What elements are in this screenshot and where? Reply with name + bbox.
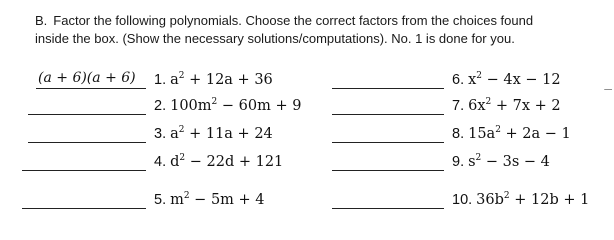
problem-row [0,148,614,176]
problem-number: 5. [154,192,167,208]
polynomial-expression [452,72,561,88]
problem-number: 3. [154,126,167,142]
expression-term: + 12b + 1 [509,192,590,208]
answer-blank[interactable] [332,208,444,209]
problem-row [0,186,614,214]
expression-term: a [170,72,179,88]
exponent: 2 [476,71,483,81]
polynomial-expression [452,192,589,208]
expression-term: 100m [170,98,212,114]
instructions-line-1 [35,12,595,30]
expression-term: − 3s − 4 [481,154,550,170]
expression-term: − 60m + 9 [217,98,302,114]
problem-number: 10. [452,192,473,208]
expression-term: 36b [476,192,504,208]
expression-term: − 22d + 121 [185,154,284,170]
edge-dash-mark: – [604,80,612,96]
expression-term: d [170,154,180,170]
exponent: 2 [179,153,186,163]
expression-term: − 4x − 12 [482,72,561,88]
expression-term: a [170,126,179,142]
expression-term: + 12a + 36 [184,72,273,88]
answer-blank[interactable] [332,88,444,89]
problem-number: 9. [452,154,465,170]
expression-term: s [468,154,476,170]
expression-term: 15a [468,126,496,142]
polynomial-expression [452,154,550,170]
expression-term: m [170,192,184,208]
exponent: 2 [178,71,185,81]
section-label: B. [35,13,48,28]
expression-term: + 7x + 2 [491,98,561,114]
expression-term: 6x [468,98,486,114]
answer-blank[interactable] [332,142,444,143]
problem-number: 6. [452,72,465,88]
expression-term: + 2a − 1 [500,126,571,142]
expression-term: x [468,72,477,88]
answer-blank[interactable] [332,114,444,115]
expression-term: − 5m + 4 [189,192,265,208]
problem-number: 7. [452,98,465,114]
instructions [35,12,595,48]
exponent: 2 [183,191,190,201]
answer-blank[interactable] [332,170,444,171]
answer-text: (a + 6)(a + 6) [38,70,136,86]
problem-number: 8. [452,126,465,142]
expression-term: + 11a + 24 [184,126,273,142]
exponent: 2 [495,125,501,135]
exponent: 2 [485,97,492,107]
problem-number: 1. [154,72,167,88]
polynomial-expression [452,126,571,142]
exponent: 2 [475,153,482,163]
polynomial-expression [452,98,561,114]
instructions-line-2 [35,30,595,48]
exponent: 2 [178,125,185,135]
exponent: 2 [503,191,510,201]
problem-number: 2. [154,98,167,114]
instructions-text-2: inside the box. (Show the necessary solutions/computations). No. 1 is done for you. [35,31,515,46]
exponent: 2 [211,97,218,107]
problem-row [0,120,614,148]
problem-row [0,92,614,120]
instructions-text-1: Factor the following polynomials. Choose the correct factors from the choices found [53,13,534,28]
problem-row [0,66,614,94]
problem-number: 4. [154,154,167,170]
